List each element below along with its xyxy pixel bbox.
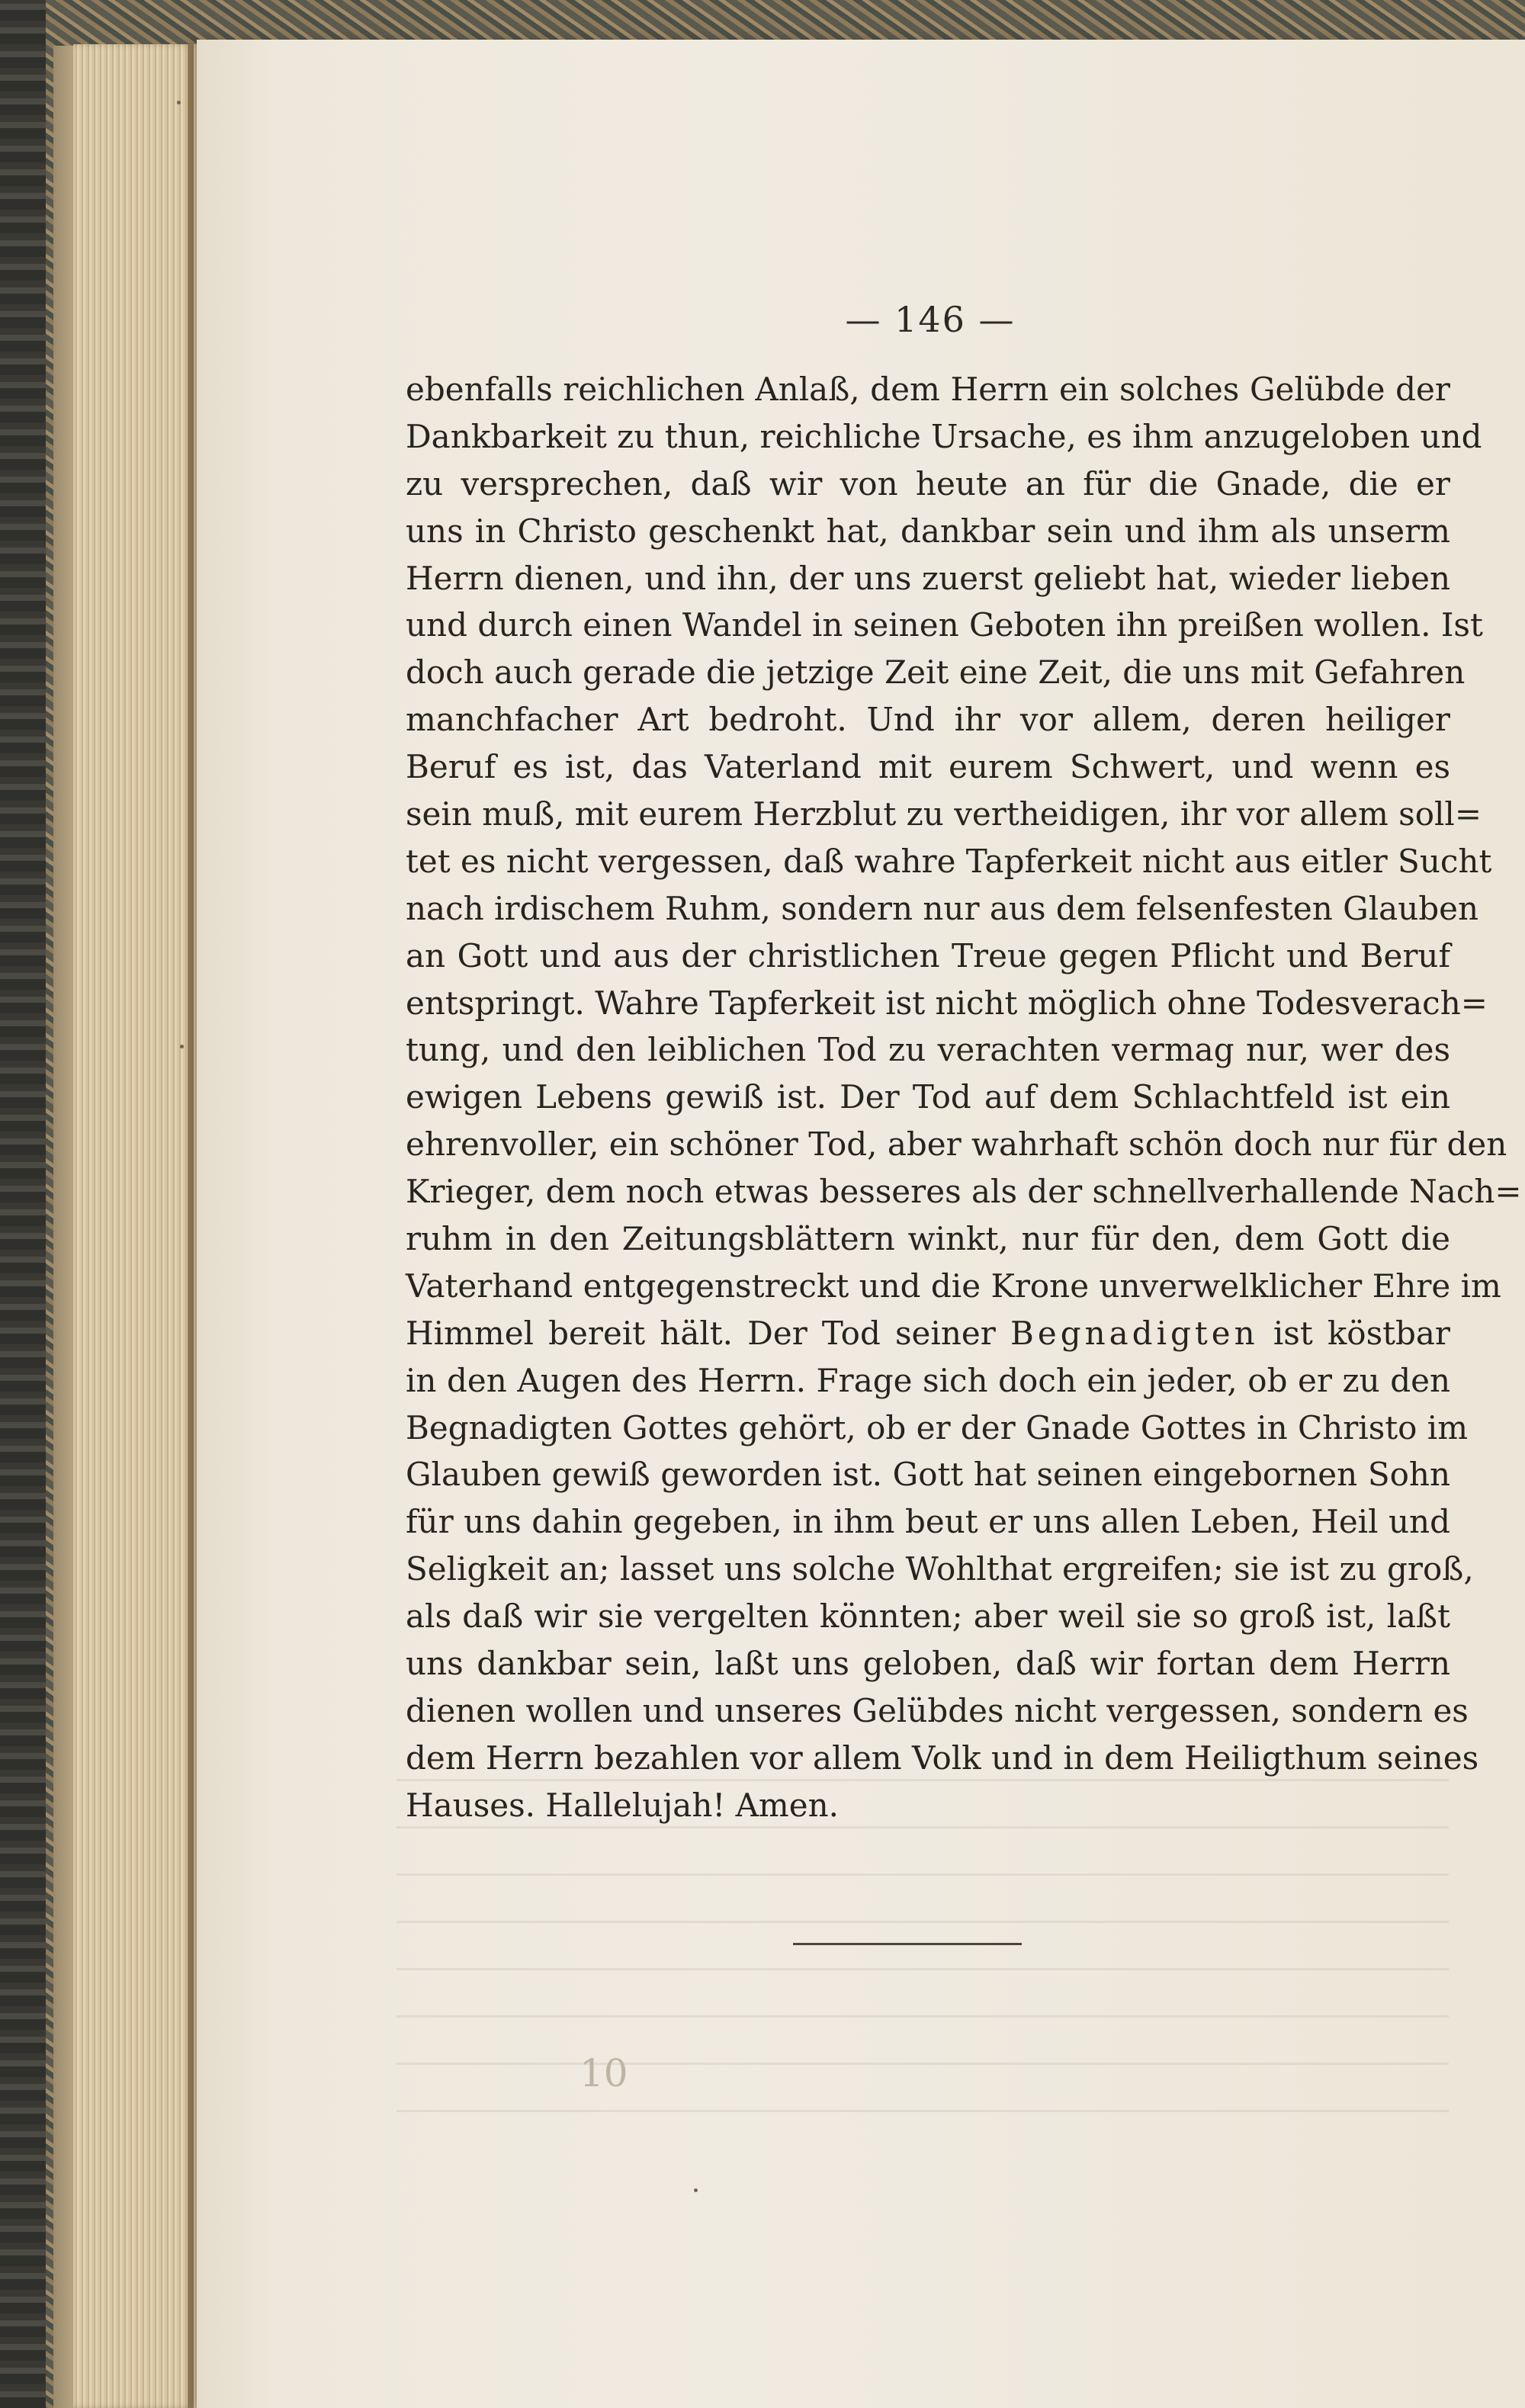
text-segment: ist köstbar [1273,1314,1451,1352]
text-line: entspringt. Wahre Tapferkeit ist nicht möglich ohne Todesverach= [406,984,1488,1022]
page-stack-edges [73,44,203,2408]
section-end-rule [793,1943,1022,1945]
text-segment: Himmel bereit hält. Der Tod seiner [406,1314,996,1352]
text-line: zu versprechen, daß wir von heute an für die Gnade, die er [406,464,1450,502]
text-line: ehrenvoller, ein schöner Tod, aber wahrhaft schön doch nur für den [406,1125,1507,1164]
text-line: ruhm in den Zeitungsblättern winkt, nur für den, dem Gott die [406,1220,1450,1258]
text-line: und durch einen Wandel in seinen Geboten ihn preißen wollen. Ist [406,606,1483,644]
paper-speck [180,1045,184,1048]
text-line: ewigen Lebens gewiß ist. Der Tod auf dem Schlachtfeld ist ein [406,1078,1450,1116]
text-line: Dankbarkeit zu thun, reichliche Ursache, es ihm anzugeloben und [406,417,1482,455]
text-line: an Gott und aus der christlichen Treue gegen Pflicht und Beruf [406,936,1450,974]
text-line: dem Herrn bezahlen vor allem Volk und in dem Heiligthum seines [406,1739,1479,1777]
book-spine-edge [0,0,46,2408]
text-line: tet es nicht vergessen, daß wahre Tapferkeit nicht aus eitler Sucht [406,842,1492,880]
text-line: für uns dahin gegeben, in ihm beut er uns allen Leben, Heil und [406,1503,1450,1541]
text-line: uns dankbar sein, laßt uns geloben, daß wir fortan dem Herrn [406,1645,1450,1683]
spaced-emphasis-word: Begnadigten [1010,1314,1259,1352]
text-line: tung, und den leiblichen Tod zu verachten vermag nur, wer des [406,1031,1450,1069]
paper-speck [177,101,181,104]
gutter [188,44,194,2408]
text-line: manchfacher Art bedroht. Und ihr vor allem, deren heiliger [406,701,1450,739]
text-line: uns in Christo geschenkt hat, dankbar sein und ihm als unserm [406,512,1450,550]
text-line: Seligkeit an; lasset uns solche Wohlthat ergreifen; sie ist zu groß, [406,1550,1474,1588]
text-line: Begnadigten Gottes gehört, ob er der Gnade Gottes in Christo im [406,1408,1469,1446]
text-line: Glauben gewiß geworden ist. Gott hat seinen eingebornen Sohn [406,1456,1450,1494]
text-line: Vaterhand entgegenstreckt und die Krone unverwelklicher Ehre im [406,1267,1501,1305]
text-line: als daß wir sie vergelten könnten; aber weil sie so groß ist, laßt [406,1597,1450,1636]
body-text [406,366,1522,1829]
text-line: sein muß, mit eurem Herzblut zu vertheidigen, ihr vor allem soll= [406,795,1482,833]
text-line: Herrn dienen, und ihn, der uns zuerst geliebt hat, wieder lieben [406,559,1450,597]
text-line: doch auch gerade die jetzige Zeit eine Zeit, die uns mit Gefahren [406,653,1466,692]
text-line: nach irdischem Ruhm, sondern nur aus dem felsenfesten Glauben [406,889,1479,927]
text-line: Krieger, dem noch etwas besseres als der schnellverhallende Nach= [406,1173,1522,1211]
text-line: ebenfalls reichlichen Anlaß, dem Herrn ein solches Gelübde der [406,371,1450,408]
text-line: Beruf es ist, das Vaterland mit eurem Schwert, und wenn es [406,748,1450,786]
page-number: — 146 — [845,299,1016,340]
text-line-emphasis [406,1310,1450,1357]
signature-mark: 10 [580,2051,628,2095]
text-line: dienen wollen und unseres Gelübdes nicht vergessen, sondern es [406,1691,1469,1729]
text-line: in den Augen des Herrn. Frage sich doch ein jeder, ob er zu den [406,1361,1450,1399]
text-line-final: Hauses. Hallelujah! Amen. [406,1786,840,1824]
paper-speck [694,2188,698,2192]
